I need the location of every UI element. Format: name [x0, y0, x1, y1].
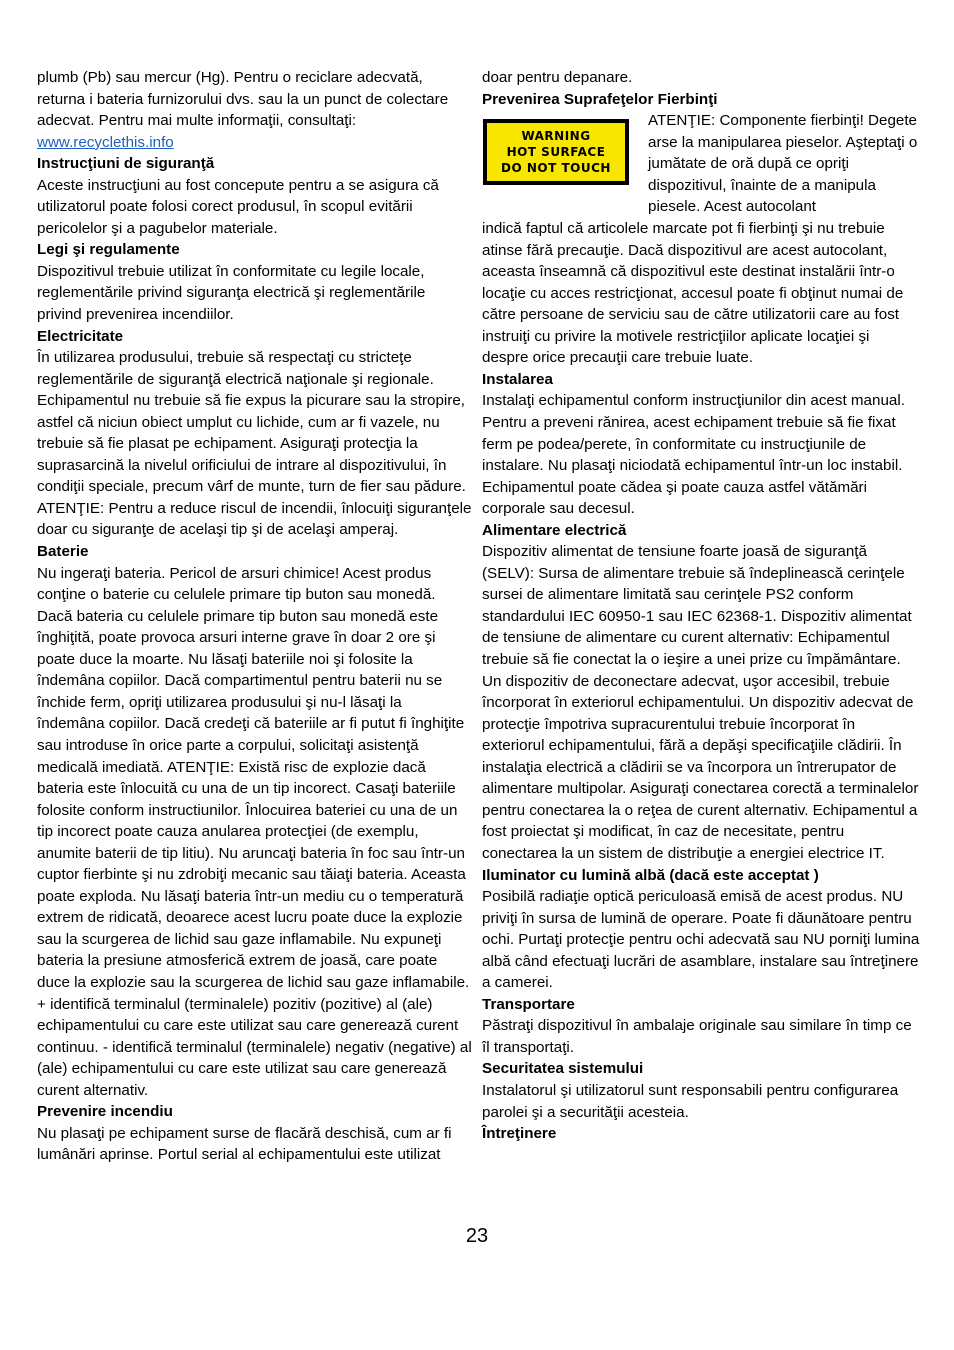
heading-laws-regulations: Legi şi regulamente [37, 241, 180, 259]
hot-surface-warning-block [482, 110, 920, 218]
heading-maintenance: Întreţinere [482, 1125, 557, 1143]
recycling-paragraph [37, 67, 473, 153]
warning-label-inner [486, 122, 626, 182]
hot-surface-sticker-text: indică faptul că articolele marcate pot fi fierbinţi şi nu trebuie atinse fără precauţie. Dacă dispozitivul are acest autocolant, aceasta înseamnă că dispozitivul este destinat instalării într-o locaţie cu acces restricţionat, accesul poate fi obţinut numai de către persoane de serviciu sau de către utilizatorii care au fost instruiţi cu privire la motivele restricţiilor aplicate locaţiei şi despre orice precauţii care trebuie luate. [482, 220, 904, 367]
fire-prevention-text: Nu plasaţi pe echipament surse de flacără deschisă, cum ar fi lumânări aprinse. Portul serial al echipamentului este utilizat [37, 1124, 452, 1164]
hot-surface-warning-text: ATENŢIE: Componente fierbinţi! Degete arse la manipularea pieselor. Aşteptaţi o jumătate de oră după ce opriţi dispozitivul, înainte de a manipula piesele. Acest autocolant [648, 112, 918, 216]
recycling-text: plumb (Pb) sau mercur (Hg). Pentru o reciclare adecvată, returna i bateria furnizorului dvs. sau la un punct de colectare adecvat. Pentru mai multe informaţii, consultaţi: [37, 69, 449, 130]
warning-label-line3: DO NOT TOUCH [501, 161, 611, 176]
debug-port-text: doar pentru depanare. [482, 69, 633, 86]
hot-surface-warning-label [483, 119, 629, 185]
recyclethis-link[interactable]: www.recyclethis.info [37, 133, 174, 151]
right-column [482, 67, 920, 1145]
heading-installation: Instalarea [482, 370, 553, 388]
warning-label-line2: HOT SURFACE [506, 145, 606, 160]
heading-electricity: Electricitate [37, 327, 124, 345]
electricity-text: În utilizarea produsului, trebuie să respectaţi cu stricteţe reglementările de siguranţă electrică naţionale şi regionale. Echipamentul nu trebuie să fie expus la picurare sau la stropire, astfel că niciun obiect umplut cu lichide, cum ar fi vazele, nu trebuie să fie plasat pe echipament. Asiguraţi protecţia la suprasarcină la nivelul orificiului de intrare al dispozitivului, în condiţii speciale, precum vârf de munte, turn de fier sau pădure. ATENŢIE: Pentru a reduce riscul de incendii, înlocuiţi siguranţele doar cu siguranţe de acelaşi tip şi de acelaşi amperaj. [37, 349, 472, 539]
heading-safety-instructions: Instrucţiuni de siguranţă [37, 155, 215, 173]
transport-text: Păstraţi dispozitivul în ambalaje originale sau similare în timp ce îl transportaţi. [482, 1017, 912, 1056]
heading-battery: Baterie [37, 543, 89, 561]
heading-white-light: Iluminator cu lumină albă (dacă este acceptat ) [482, 866, 819, 884]
heading-power-supply: Alimentare electrică [482, 521, 627, 539]
laws-regulations-text: Dispozitivul trebuie utilizat în conformitate cu legile locale, reglementările privind siguranţa electrică şi reglementările privind prevenirea incendiilor. [37, 262, 426, 324]
battery-text: Nu ingeraţi bateria. Pericol de arsuri chimice! Acest produs conţine o baterie cu celulele primare tip buton sau monedă. Dacă bateria cu celulele primare tip buton sau monedă este înghiţită, poate provoca arsuri interne grave în doar 2 ore şi poate duce la moarte. Nu lăsaţi bateriile noi şi folosite la îndemâna copiilor. Dacă compartimentul pentru baterii nu se închide ferm, opriţi utilizarea produsului şi nu-l lăsaţi la îndemâna copiilor. Dacă credeţi că bateriile ar fi putut fi înghiţite sau introduse în orice parte a corpului, solicitaţi asistenţă medicală imediată. ATENŢIE: Există risc de explozie dacă bateria este înlocuită cu una de un tip incorect. Casaţi bateriile folosite conform instructiunilor. Înlocuirea bateriei cu una de un tip incorect poate cauza anularea protecţiei (de exemplu, anumite baterii de tip litiu). Nu aruncaţi bateria în foc sau într-un cuptor fierbinte şi nu zdrobiţi mecanic sau tăiaţi bateria. Aceasta poate exploda. Nu lăsaţi bateria într-un mediu cu o temperatură extrem de ridicată, deoarece acest lucru poate duce la explozie sau la scurgerea de lichid sau gaze inflamabile. Nu expuneţi bateria la presiune atmosferică extrem de joasă, care poate duce la explozie sau la scurgerea de lichid sau gaze inflamabile. + identifică terminalul (terminalele) pozitiv (pozitive) al (ale) echipamentului cu care este utilizat sau care generează curent continuu. - identifică terminalul (terminalele) negativ (negative) al (ale) echipamentului cu care este utilizat sau care generează curent alternativ. [37, 564, 472, 1099]
power-supply-text: Dispozitiv alimentat de tensiune foarte joasă de siguranţă (SELV): Sursa de alimentare trebuie să îndeplinească cerinţele sursei de alimentare limitată sau cerinţele PS2 conform standardului IEC 60950-1 sau IEC 62368-1. Dispozitiv alimentat de tensiune de alimentare cu curent alternativ: Echipamentul trebuie să fie conectat la o ieşire a unei prize cu împământare. Un dispozitiv de deconectare adecvat, uşor accesibil, trebuie încorporat în exteriorul echipamentului. Un dispozitiv adecvat de protecţie împotriva supracurentului trebuie încorporat în exteriorul echipamentului, fără a depăşi specificaţiile clădirii. În instalaţia electrică a clădirii se va încorpora un întrerupator de alimentare multipolar. Asiguraţi conectarea corectă a terminalelor pentru conectarea la o reţea de curent alternativ. Echipamentul a fost proiectat şi modificat, în caz de necesitate, pentru conectarea la un sistem de distribuţie a energiei electrice IT. [482, 543, 919, 862]
heading-system-security: Securitatea sistemului [482, 1060, 644, 1078]
page-number: 23 [465, 1225, 489, 1247]
left-column [37, 67, 473, 1166]
heading-fire-prevention: Prevenire incendiu [37, 1103, 173, 1121]
white-light-text: Posibilă radiaţie optică periculoasă emisă de acest produs. NU priviţi în sursa de lumină de operare. Poate fi dăunătoare pentru ochi. Purtaţi protecţie pentru ochi adecvată sau NU porniţi lumina albă când efectuaţi lucrări de asamblare, instalare sau întreţinere a camerei. [482, 888, 920, 992]
safety-instructions-text: Aceste instrucţiuni au fost concepute pentru a se asigura că utilizatorul poate folosi corect produsul, în scopul evitării pericolelor şi a pagubelor materiale. [37, 176, 439, 237]
warning-label-line1: WARNING [521, 129, 591, 144]
installation-text: Instalaţi echipamentul conform instrucţiunilor din acest manual. Pentru a preveni rănirea, acest echipament trebuie să fie fixat ferm pe podea/perete, în conformitate cu instrucţiunile de instalare. Nu plasaţi niciodată echipamentul într-un loc instabil. Echipamentul poate cădea şi poate cauza astfel vătămări corporale sau decesul. [482, 392, 905, 518]
system-security-text: Instalatorul şi utilizatorul sunt responsabili pentru configurarea parolei şi a securităţii acesteia. [482, 1081, 899, 1121]
heading-hot-surfaces: Prevenirea Suprafeţelor Fierbinţi [482, 90, 718, 108]
heading-transport: Transportare [482, 995, 575, 1013]
